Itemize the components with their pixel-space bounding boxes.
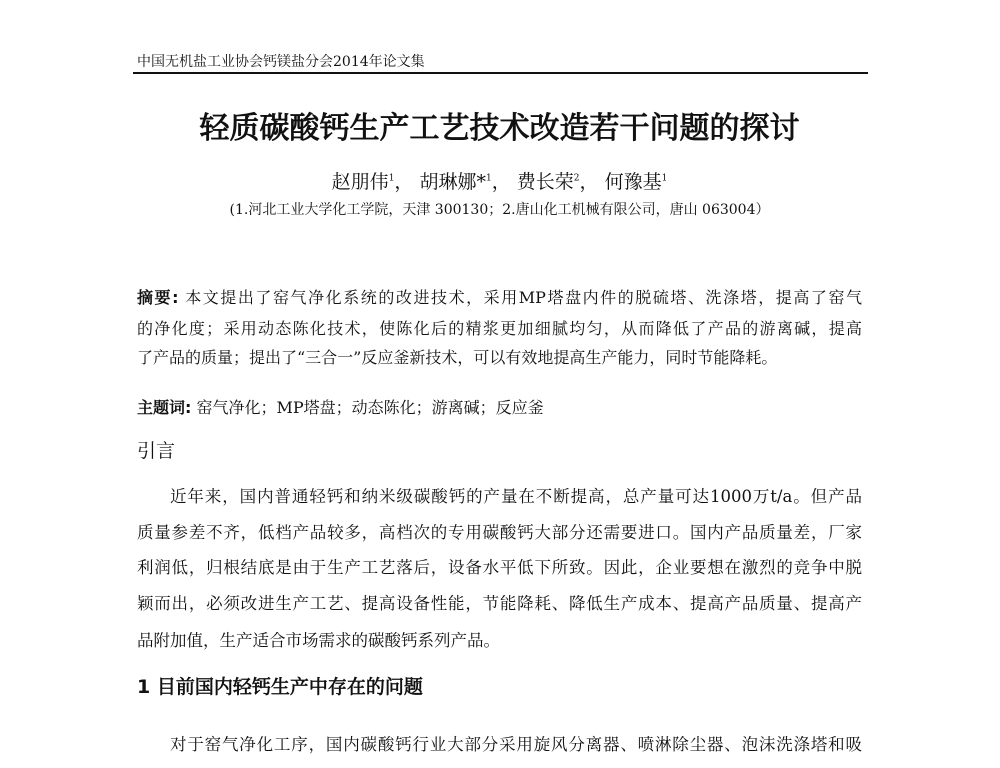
keywords-text: 窑气净化；MP塔盘；动态陈化；游离碱；反应釜 xyxy=(196,398,544,417)
body-line: 近年来，国内普通轻钙和纳米级碳酸钙的产量在不断提高，总产量可达1000万t/a。但产品 xyxy=(170,487,862,506)
section-heading-intro: 引言 xyxy=(137,440,176,462)
body-line: 颖而出，必须改进生产工艺、提高设备性能，节能降耗、降低生产成本、提高产品质量、提高产 xyxy=(137,594,862,613)
keywords xyxy=(137,400,862,416)
body-line: 品附加值，生产适合市场需求的碳酸钙系列产品。 xyxy=(137,631,500,650)
author-name: 何豫基 xyxy=(604,171,662,193)
body-line: 对于窑气净化工序，国内碳酸钙行业大部分采用旋风分离器、喷淋除尘器、泡沫洗涤塔和吸 xyxy=(170,735,862,754)
paper-title: 轻质碳酸钙生产工艺技术改造若干问题的探讨 xyxy=(199,111,800,146)
abstract-line xyxy=(137,290,862,306)
author-name: 费长荣 xyxy=(516,171,574,193)
author-affiliation-mark: 1 xyxy=(485,173,492,184)
author-list: 赵朋伟$^1$， 胡琳娜*$^1$， 费长荣$^2$， 何豫基$^1$ xyxy=(331,171,668,193)
running-header: 中国无机盐工业协会钙镁盐分会2014年论文集 xyxy=(137,54,425,70)
section-heading-1: 1 目前国内轻钙生产中存在的问题 xyxy=(137,676,423,698)
author-name: 赵朋伟 xyxy=(331,171,389,193)
author-affiliation-mark: 1 xyxy=(661,173,668,184)
header-rule xyxy=(133,72,868,74)
body-line: 质量参差不齐，低档产品较多，高档次的专用碳酸钙大部分还需要进口。国内产品质量差，厂家 xyxy=(137,523,862,542)
author-affiliation-mark: 2 xyxy=(573,173,580,184)
author-affiliation-mark: 1 xyxy=(388,173,395,184)
abstract-label: 摘要: xyxy=(137,288,179,307)
body-line: 利润低，归根结底是由于生产工艺落后，设备水平低下所致。因此，企业要想在激烈的竞争中脱 xyxy=(137,558,862,577)
abstract-line: 了产品的质量；提出了“三合一”反应釜新技术，可以有效地提高生产能力，同时节能降耗。 xyxy=(137,348,778,367)
abstract-text: 本文提出了窑气净化系统的改进技术，采用MP塔盘内件的脱硫塔、洗涤塔，提高了窑气 xyxy=(185,288,863,307)
abstract-line: 的净化度；采用动态陈化技术，使陈化后的精浆更加细腻均匀，从而降低了产品的游离碱，提高 xyxy=(137,319,862,338)
affiliations: (1.河北工业大学化工学院，天津 300130；2.唐山化工机械有限公司，唐山 063004） xyxy=(229,202,770,218)
keywords-label: 主题词: xyxy=(137,398,192,417)
author-name: 胡琳娜* xyxy=(419,171,486,193)
